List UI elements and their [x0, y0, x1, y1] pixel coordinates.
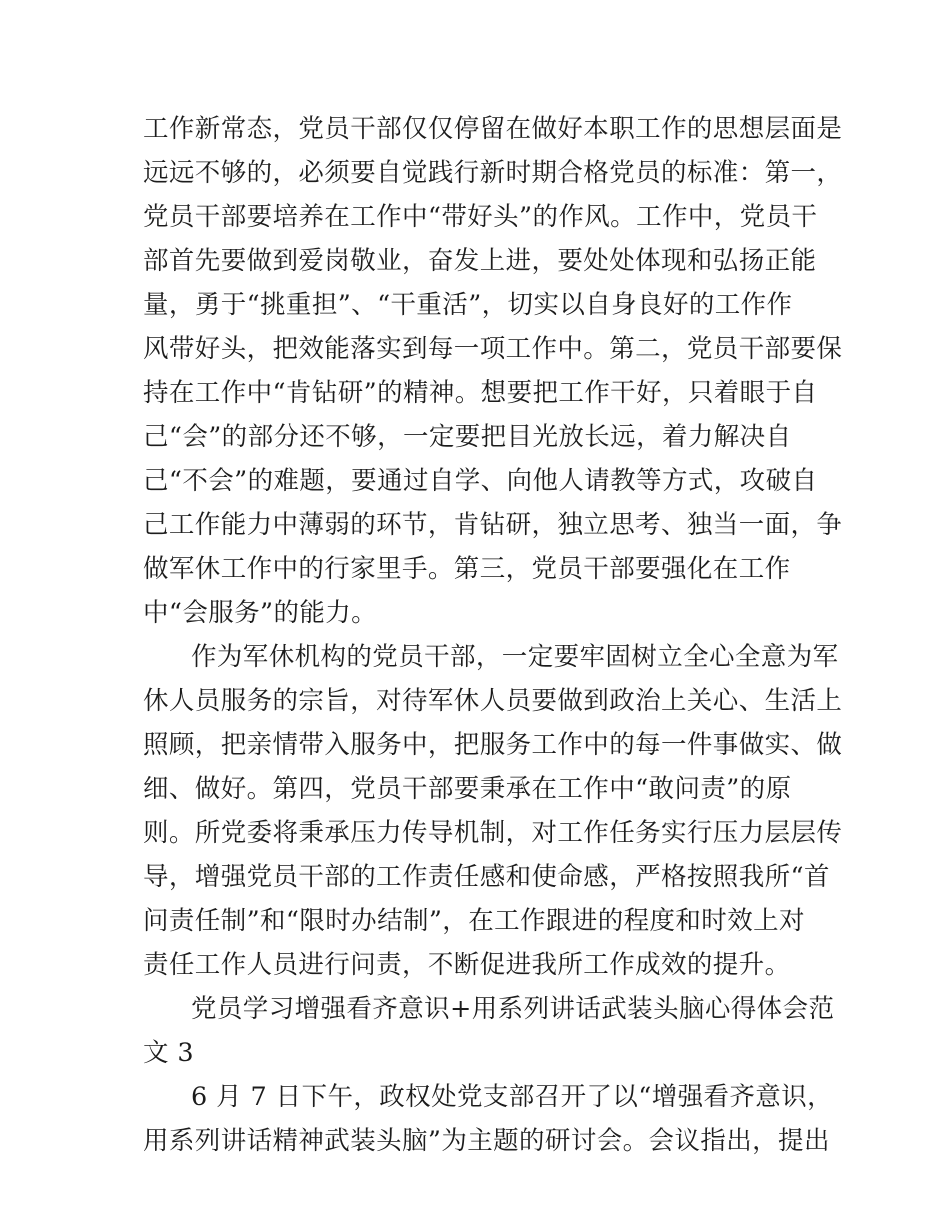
section-title-line: 文 3	[143, 1038, 195, 1068]
text-line: 休人员服务的宗旨，对待军休人员要做到政治上关心、生活上	[143, 686, 843, 716]
text-line: 用系列讲话精神武装头脑”为主题的研讨会。会议指出，提出	[143, 1126, 830, 1156]
text-line: 部首先要做到爱岗敬业，奋发上进，要处处体现和弘扬正能	[143, 246, 817, 276]
text-line: 责任工作人员进行问责，不断促进我所工作成效的提升。	[143, 950, 791, 980]
paragraph-first-line: 作为军休机构的党员干部，一定要牢固树立全心全意为军	[191, 642, 839, 672]
text-line: 细、做好。第四，党员干部要秉承在工作中“敢问责”的原	[143, 774, 792, 804]
text-line: 问责任制”和“限时办结制”，在工作跟进的程度和时效上对	[143, 906, 805, 936]
text-line: 做军休工作中的行家里手。第三，党员干部要强化在工作	[143, 554, 791, 584]
text-line: 党员干部要培养在工作中“带好头”的作风。工作中，党员干	[143, 202, 818, 232]
text-line: 己“不会”的难题，要通过自学、向他人请教等方式，攻破自	[143, 466, 818, 496]
text-line: 量，勇于“挑重担”、“干重活”，切实以自身良好的工作作	[143, 290, 793, 320]
text-line: 照顾，把亲情带入服务中，把服务工作中的每一件事做实、做	[143, 730, 843, 760]
section-title-line: 党员学习增强看齐意识+用系列讲话武装头脑心得体会范	[191, 994, 835, 1024]
paragraph-first-line: 6 月 7 日下午，政权处党支部召开了以“增强看齐意识，	[191, 1082, 834, 1112]
text-line: 风带好头，把效能落实到每一项工作中。第二，党员干部要保	[143, 334, 843, 364]
text-line: 己工作能力中薄弱的环节，肯钻研，独立思考、独当一面，争	[143, 510, 843, 540]
text-line: 则。所党委将秉承压力传导机制，对工作任务实行压力层层传	[143, 818, 843, 848]
text-line: 工作新常态，党员干部仅仅停留在做好本职工作的思想层面是	[143, 114, 843, 144]
text-line: 导，增强党员干部的工作责任感和使命感，严格按照我所“首	[143, 862, 830, 892]
text-line: 中“会服务”的能力。	[143, 598, 378, 628]
text-line: 持在工作中“肯钻研”的精神。想要把工作干好，只着眼于自	[143, 378, 818, 408]
text-line: 远远不够的，必须要自觉践行新时期合格党员的标准：第一，	[143, 158, 843, 188]
text-line: 己“会”的部分还不够，一定要把目光放长远，着力解决自	[143, 422, 792, 452]
